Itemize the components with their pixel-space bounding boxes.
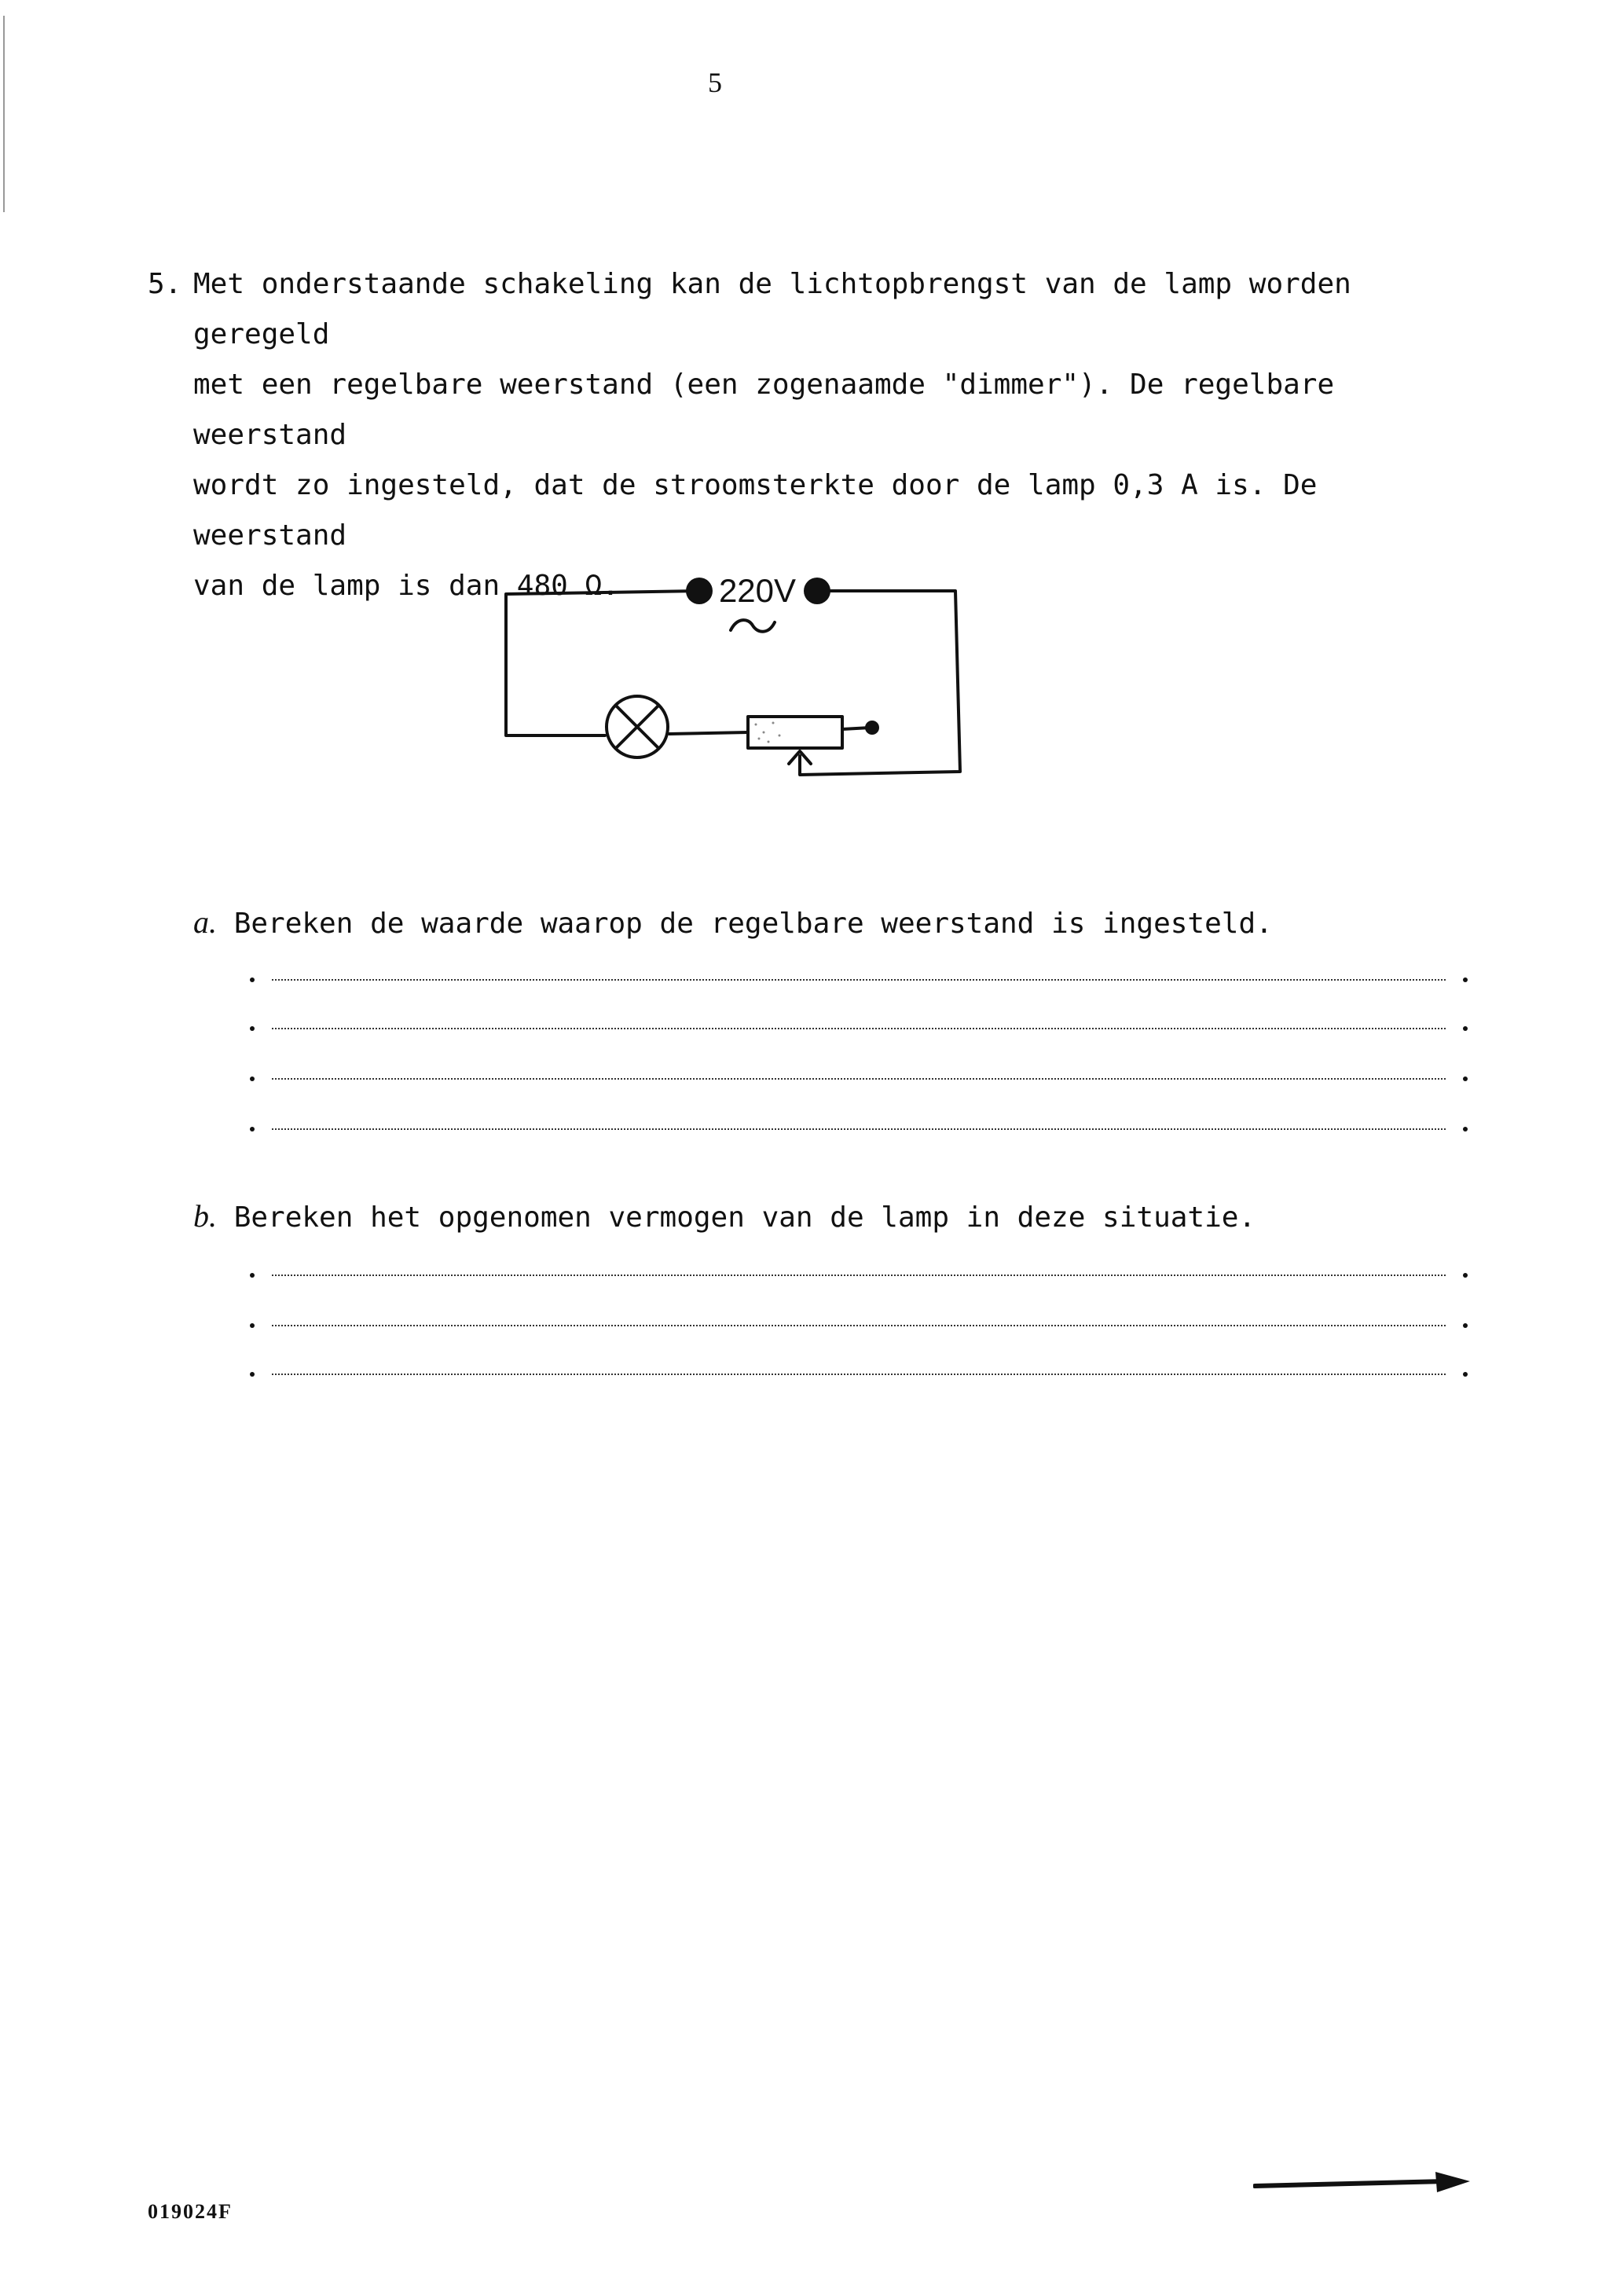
answer-line-a1[interactable] [250,979,1468,984]
answer-line-a2[interactable] [250,1028,1468,1032]
wire-top-left [506,591,699,735]
sub-question-a-text: Bereken de waarde waarop de regelbare weerstand is ingesteld. [233,908,1273,940]
terminal-right-icon [804,578,830,604]
answer-line-a3[interactable] [250,1078,1468,1083]
page-number: 5 [708,67,722,98]
circuit-diagram [471,550,990,809]
question-number: 5. [148,268,182,300]
margin-line [3,16,5,212]
terminal-end-icon [865,721,879,735]
variable-resistor-icon [748,717,842,748]
voltage-label: 220V [718,572,797,609]
answer-line-b3[interactable] [250,1374,1468,1378]
sub-question-b [193,1198,1256,1234]
next-page-arrow-icon [1253,2170,1473,2194]
sub-question-a [193,904,1273,941]
wire-lamp-resistor [669,732,748,734]
answer-line-a4[interactable] [250,1128,1468,1133]
sub-question-b-text: Bereken het opgenomen vermogen van de lamp in deze situatie. [233,1201,1256,1234]
terminal-left-icon [686,578,713,604]
document-code: 019024F [148,2200,233,2223]
ac-symbol-icon [731,620,775,632]
answer-line-b1[interactable] [250,1275,1468,1279]
sub-question-b-letter: b. [193,1198,217,1234]
question-text: Met onderstaande schakeling kan de lichtopbrengst van de lamp worden geregeld met een regelbare weerstand (een zogenaamde "dimmer"). De regelbare weerstand wordt zo ingesteld, dat de stroomsterkte door de lamp 0,3 A is. De weerstand van de lamp is dan 480 Ω. [193,268,1351,602]
answer-line-b2[interactable] [250,1325,1468,1330]
sub-question-a-letter: a. [193,904,217,940]
